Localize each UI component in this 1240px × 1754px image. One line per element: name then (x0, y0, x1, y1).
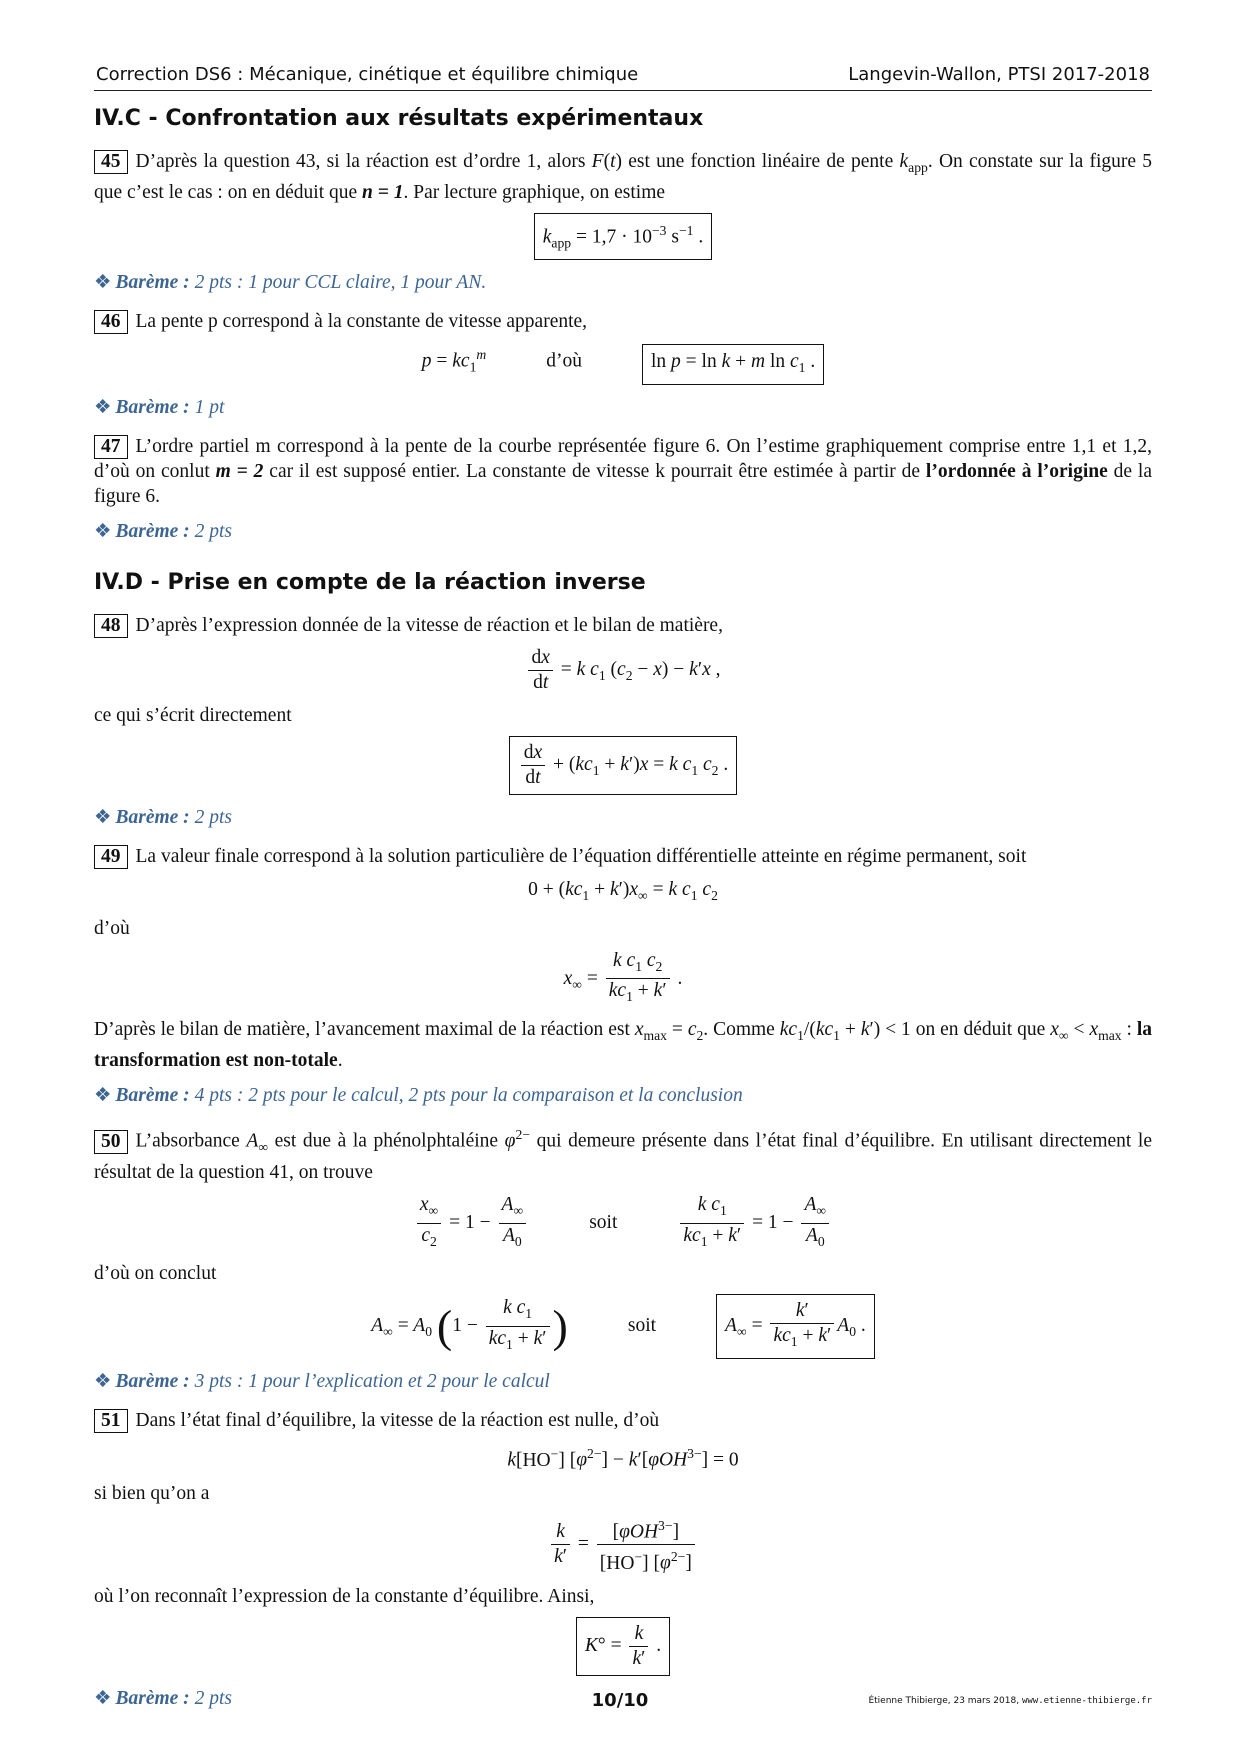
q50-equation-1: $\frac{x_\infty}{c_2}$ = 1 − $\frac{A_\infty}{A_0}$ soit $\frac{k c_1}{kc_1 + k'}$ = 1 − $\frac{A_\infty}{A_0}$ (94, 1193, 1152, 1254)
q47-m-equals: m = 2 (215, 460, 264, 482)
bareme-45 (94, 270, 1152, 295)
question-51 (94, 1408, 1152, 1711)
diamond-icon: ❖ (94, 396, 112, 418)
header-right: Langevin-Wallon, PTSI 2017-2018 (848, 64, 1150, 85)
bareme-label: Barème : (115, 396, 190, 418)
bareme-46 (94, 395, 1152, 420)
q45-n-equals: n = 1 (362, 181, 404, 203)
bareme-text: 2 pts (194, 806, 232, 828)
q49-equation-2: $x_\infty$ = $\frac{k c_1 c_2}{kc_1 + k'}$ . (563, 949, 683, 1005)
q48-text-2: ce qui s’écrit directement (94, 704, 292, 726)
q48-equation-2: $\frac{dx}{dt}$ + $(kc_1 + k')x = k$ $c_1$ $c_2$ . (94, 736, 1152, 795)
diamond-icon: ❖ (94, 272, 112, 294)
question-45: 45 D’après la question 43, si la réaction est d’ordre 1, alors F(t) est une fonction linéaire de pente $k_{app}$. On constate sur la figure 5 que c’est le cas : on en déduit que n = 1. Par lecture graphique, on estime $k_{app} = 1,7 \cdot 10^{-3}$ $s^{-1}$ . ❖ Barème : 2 pts : 1 pour CCL claire, 1 pour AN. (94, 151, 1152, 294)
q49-dou: d’où (94, 917, 130, 939)
section-title-ivc: IV.C - Confrontation aux résultats expérimentaux (94, 106, 704, 131)
q51-equation-3: K° = $\frac{k}{k'}$ . (94, 1617, 1152, 1676)
q49-bold: la transformation est non-totale (94, 1019, 1153, 1072)
question-number: 46 (94, 310, 128, 334)
q45-text-4: . Par lecture graphique, on estime (403, 181, 666, 203)
question-number: 45 (94, 150, 128, 174)
q49-text-2: . Comme (703, 1019, 780, 1041)
bareme-text: 2 pts (194, 520, 232, 542)
bareme-50 (94, 1369, 1152, 1394)
q47-text-3: de la figure 6. (94, 460, 1152, 507)
q51-text-3: où l’on reconnaît l’expression de la constante d’équilibre. Ainsi, (94, 1585, 595, 1607)
q47-text-2: car il est supposé entier. La constante de vitesse k pourrait être estimée à partir de (263, 460, 926, 482)
bareme-48 (94, 805, 1152, 830)
page-header (94, 60, 1152, 91)
question-49: 49 La valeur finale correspond à la solution particulière de l’équation différentielle atteinte en régime permanent, soit $0 + (kc_1 + k')x_\infty = k$ $c_1$ $c_2$ d’où $x_\infty$ = $\frac{k c_1 c_2}{kc_1 + k'}$ . D’après le bilan de matière, l’avancement maximal de la réaction est $x_{max} = c_2$. Comme $kc_1/(kc_1 + k') < 1$ on en déduit que $x_\infty < x_{max}$ : la transformation est non-totale. ❖ Barème : 4 pts : 2 pts pour le calcul, 2 pts pour la comparaison et la conclusion (94, 845, 1153, 1107)
bareme-49 (94, 1083, 1152, 1108)
diamond-icon: ❖ (94, 1371, 112, 1393)
question-number: 48 (94, 614, 128, 638)
bareme-label: Barème : (115, 1085, 190, 1107)
question-48 (94, 613, 1152, 830)
bareme-label: Barème : (115, 1687, 190, 1709)
footer-credit (868, 1696, 1152, 1706)
main-content (94, 100, 1152, 1725)
q49-text: La valeur finale correspond à la solution particulière de l’équation différentielle atteinte en régime permanent, soit (135, 845, 1027, 867)
diamond-icon: ❖ (94, 806, 112, 828)
question-47 (94, 434, 1152, 544)
q50-soit-2: soit (627, 1315, 657, 1337)
bareme-text: 1 pt (194, 396, 225, 418)
bareme-text: 3 pts : 1 pour l’explication et 2 pour le calcul (194, 1371, 550, 1393)
diamond-icon: ❖ (94, 520, 112, 542)
bareme-47 (94, 519, 1152, 544)
q50-conclut: d’où on conclut (94, 1263, 217, 1285)
q51-text: Dans l’état final d’équilibre, la vitesse de la réaction est nulle, d’où (135, 1410, 660, 1432)
question-46 (94, 309, 1152, 419)
q49-text-3: on en déduit que (910, 1019, 1051, 1041)
question-number: 47 (94, 435, 128, 459)
q51-equation-1: k[HO−] $[\varphi^{2-}] - k'[\varphi OH^{3-}] = 0$ (507, 1446, 739, 1471)
header-left: Correction DS6 : Mécanique, cinétique et équilibre chimique (96, 64, 639, 85)
q48-text: D’après l’expression donnée de la vitesse de réaction et le bilan de matière, (135, 614, 723, 636)
q45-result-value: 1,7 · 10 (591, 226, 652, 248)
bareme-label: Barème : (115, 806, 190, 828)
q45-text-2: est une fonction linéaire de pente (622, 151, 900, 172)
q46-dou: d’où (546, 350, 582, 372)
page-number: 10/10 (591, 1690, 649, 1711)
question-number: 50 (94, 1130, 128, 1154)
q48-equation-1: $\frac{dx}{dt}$ = k $c_1$ $(c_2 - x) - k'x$ , (94, 646, 1152, 695)
q51-equation-2: $\frac{k}{k'}$ = $\frac{[\varphi OH^{3-}]}{[HO^-] [\varphi^{2-}]}$ (94, 1514, 1152, 1576)
q50-text-2: est due à la phénolphtaléine (268, 1130, 505, 1152)
bareme-label: Barème : (115, 520, 190, 542)
q50-equation-2: $A_\infty = A_0$ (1 − $\frac{k c_1}{kc_1 + k'}$ ) soit $A_\infty$ = $\frac{k'}{kc_1 + k'}$ $A_0$ . (94, 1294, 1152, 1359)
footer-url[interactable]: www.etienne-thibierge.fr (1021, 1696, 1152, 1706)
q50-text-3: qui demeure présente dans l’état final d’équilibre. En utilisant directement le résultat de la question 41, on trouve (94, 1130, 1152, 1183)
q49-equation-1: $0 + (kc_1 + k')x_\infty = k$ $c_1$ $c_2$ (528, 878, 718, 903)
q46-equation: $p = kc_1^m$ d’où ln p = ln k + m $\ln c_1$ . (94, 342, 1152, 384)
question-number: 51 (94, 1409, 128, 1433)
diamond-icon: ❖ (94, 1687, 112, 1709)
q46-text: La pente p correspond à la constante de vitesse apparente, (135, 311, 588, 333)
q50-text-1: L’absorbance (135, 1130, 247, 1152)
question-50: 50 L’absorbance $A_\infty$ est due à la phénolphtaléine $\varphi^{2-}$ qui demeure présente dans l’état final d’équilibre. En utilisant directement le résultat de la question 41, on trouve $\frac{x_\infty}{c_2}$ = 1 − $\frac{A_\infty}{A_0}$ soit $\frac{k c_1}{kc_1 + k'}$ = 1 − $\frac{A_\infty}{A_0}$ d’où on conclut $A_\infty = A_0$ (1 − $\frac{k c_1}{kc_1 + k'}$ ) soit $A_\infty$ = $\frac{k'}{kc_1 + k'}$ $A_0$ . ❖ Barème : 3 pts : 1 pour l’explication et 2 pour le calcul (94, 1127, 1152, 1393)
q50-soit-1: soit (589, 1211, 618, 1233)
bareme-text: 4 pts : 2 pts pour le calcul, 2 pts pour la comparaison et la conclusion (194, 1085, 743, 1107)
section-title-ivd: IV.D - Prise en compte de la réaction inverse (94, 569, 646, 595)
bareme-text: 2 pts : 1 pour CCL claire, 1 pour AN. (194, 272, 487, 294)
q51-text-2: si bien qu’on a (94, 1482, 210, 1504)
footer-credit-text: Étienne Thibierge, 23 mars 2018, (868, 1696, 1020, 1706)
bareme-label: Barème : (115, 272, 190, 294)
q49-text-1: D’après le bilan de matière, l’avancement maximal de la réaction est (94, 1019, 635, 1041)
bareme-text: 2 pts (194, 1687, 232, 1709)
q47-bold: l’ordonnée à l’origine (925, 460, 1108, 482)
q45-text-1: D’après la question 43, si la réaction est d’ordre 1, alors (135, 151, 592, 172)
bareme-label: Barème : (115, 1371, 190, 1393)
question-number: 49 (94, 845, 128, 869)
diamond-icon: ❖ (94, 1085, 112, 1107)
q45-text-3: . On constate sur la figure 5 que c’est le cas : on en déduit que (94, 151, 1152, 203)
q47-text-1: L’ordre partiel m correspond à la pente de la courbe représentée figure 6. On l’estime graphiquement comprise entre 1,1 et 1,2, d’où on conlut (94, 435, 1152, 482)
q45-result-equation: $k_{app} = 1,7 \cdot 10^{-3}$ $s^{-1}$ . (94, 213, 1152, 260)
